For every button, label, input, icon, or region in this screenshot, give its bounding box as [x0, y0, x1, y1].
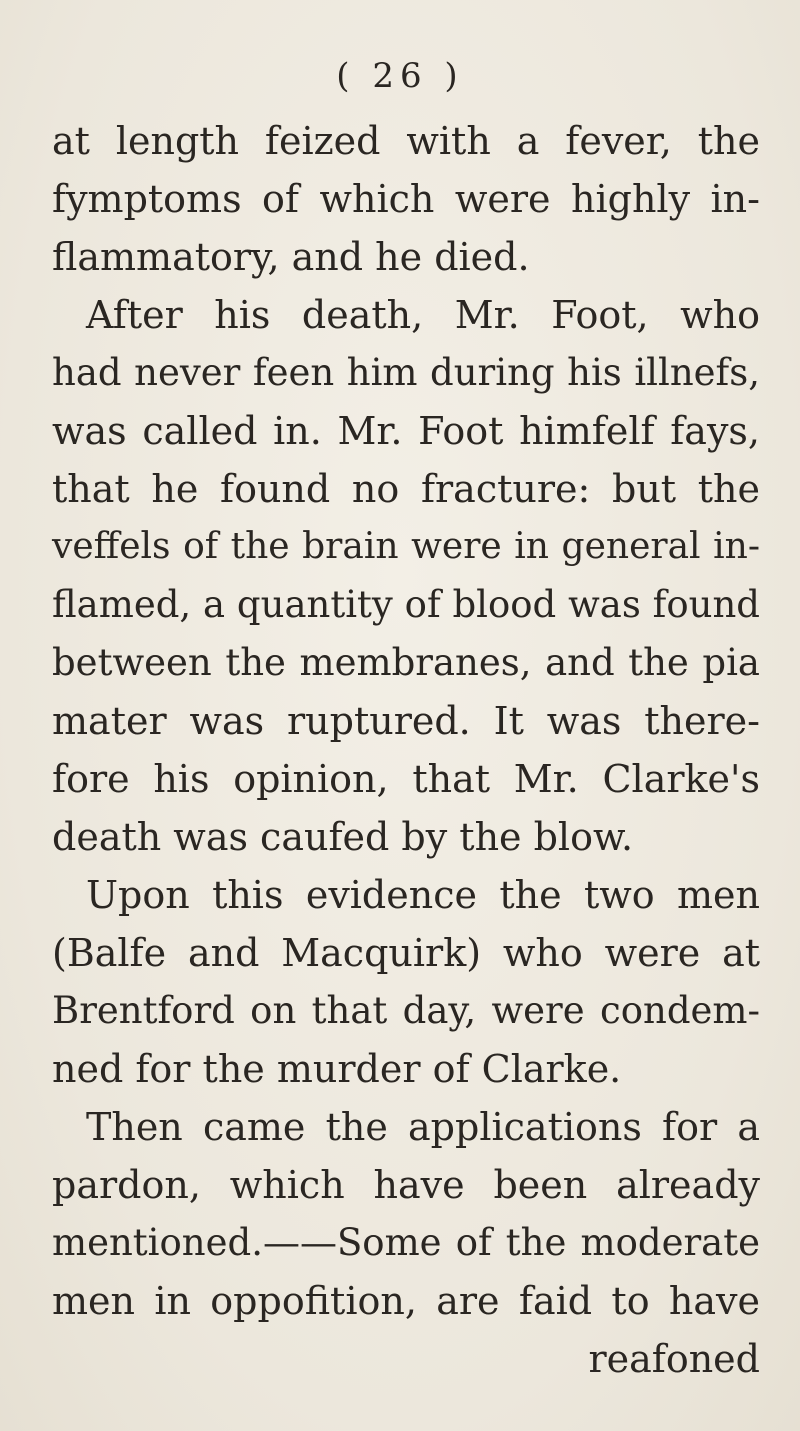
text-line: mentioned.——Some of the moderate	[52, 1221, 760, 1264]
text-line: Brentford on that day, were condem-	[52, 989, 760, 1032]
text-line: veffels of the brain were in general in-	[52, 526, 760, 567]
text-line: mater was ruptured. It was there-	[52, 699, 760, 743]
text-line: fymptoms of which were highly in-	[52, 177, 760, 221]
catchword: reafoned	[588, 1337, 760, 1381]
page-number: ( 26 )	[336, 56, 464, 96]
text-line: death was caufed by the blow.	[52, 815, 634, 859]
text-line: (Balfe and Macquirk) who were at	[52, 931, 760, 975]
paragraph-start: After his death, Mr. Foot, who	[86, 293, 760, 337]
text-line: flammatory, and he died.	[52, 235, 530, 279]
paragraph-start: Then came the applications for a	[86, 1105, 760, 1149]
text-line: had never feen him during his illnefs,	[52, 351, 760, 394]
text-line: that he found no fracture: but the	[52, 467, 760, 511]
text-line: men in oppofition, are faid to have	[52, 1279, 760, 1323]
body-text	[52, 112, 760, 1388]
text-line: fore his opinion, that Mr. Clarke's	[52, 757, 760, 801]
text-line: at length feized with a fever, the	[52, 119, 760, 163]
text-line: between the membranes, and the pia	[52, 641, 760, 684]
text-line: pardon, which have been already	[52, 1163, 760, 1207]
text-line: was called in. Mr. Foot himfelf fays,	[52, 409, 760, 453]
text-line: ned for the murder of Clarke.	[52, 1047, 622, 1091]
paragraph-start: Upon this evidence the two men	[86, 873, 760, 917]
text-line: flamed, a quantity of blood was found	[52, 583, 760, 626]
